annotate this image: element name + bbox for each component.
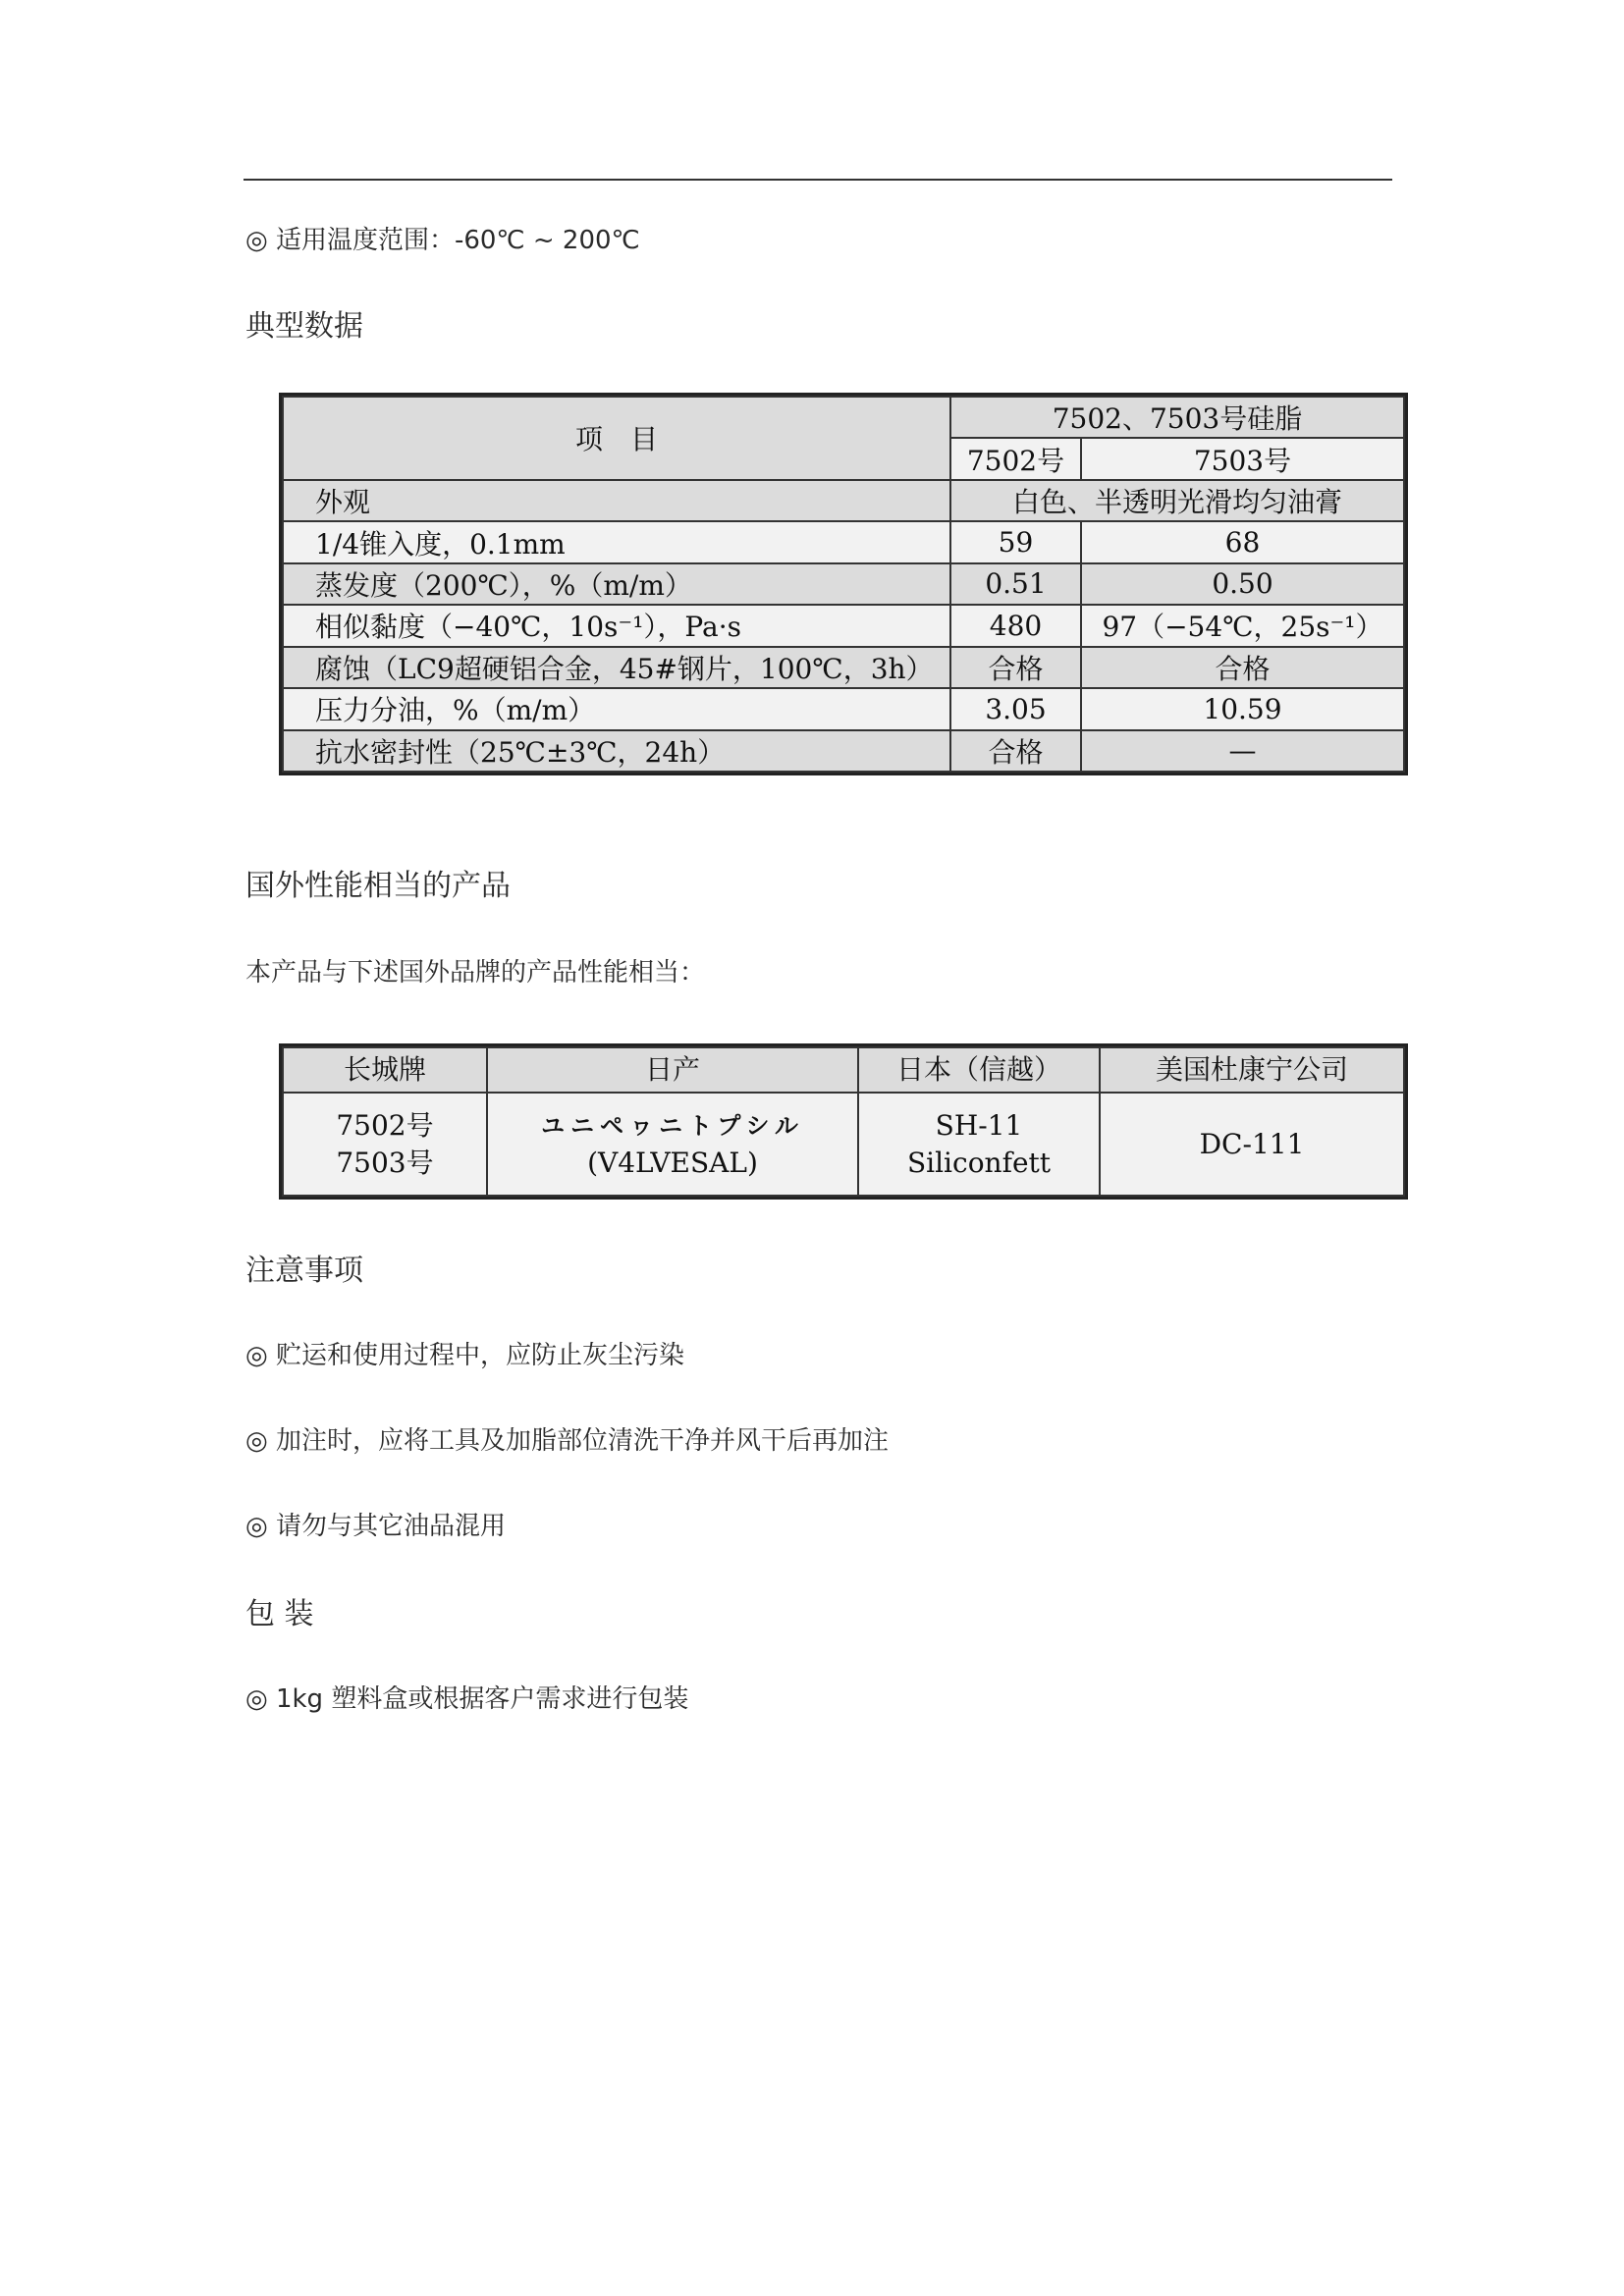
shin-etsu-line-2: Siliconfett — [906, 1146, 1052, 1179]
header-item: 项 目 — [283, 397, 950, 480]
row-label: 腐蚀（LC9超硬铝合金，45#钢片，100℃，3h） — [283, 647, 950, 688]
header-rule — [244, 179, 1392, 181]
header-great-wall: 长城牌 — [283, 1047, 487, 1093]
row-value-7503: — — [1081, 730, 1404, 773]
row-value-7502: 合格 — [950, 647, 1081, 688]
dow-corning-product: DC-111 — [1100, 1093, 1404, 1196]
section-title-foreign-products: 国外性能相当的产品 — [245, 869, 511, 903]
table-header-row — [283, 397, 1404, 438]
typical-data-table — [279, 393, 1408, 775]
table-header-row — [283, 1047, 1404, 1093]
row-label: 外观 — [283, 480, 950, 521]
header-col-7502: 7502号 — [950, 438, 1081, 479]
row-value-7502: 3.05 — [950, 688, 1081, 729]
header-shin-etsu: 日本（信越） — [858, 1047, 1100, 1093]
table-row — [283, 688, 1404, 729]
row-label: 压力分油，%（m/m） — [283, 688, 950, 729]
section-title-typical-data: 典型数据 — [245, 309, 363, 344]
packaging-text: ◎ 1kg 塑料盒或根据客户需求进行包装 — [245, 1684, 689, 1714]
row-value-7502: 59 — [950, 521, 1081, 562]
nissan-line-2: (V4LVESAL) — [587, 1146, 758, 1179]
header-col-7503: 7503号 — [1081, 438, 1404, 479]
table-row — [283, 480, 1404, 521]
section-title-packaging: 包 装 — [245, 1597, 314, 1631]
header-group: 7502、7503号硅脂 — [950, 397, 1404, 438]
row-label: 抗水密封性（25℃±3℃，24h） — [283, 730, 950, 773]
row-value-7502: 合格 — [950, 730, 1081, 773]
note-item: ◎ 贮运和使用过程中，应防止灰尘污染 — [245, 1341, 684, 1370]
row-label: 蒸发度（200℃），%（m/m） — [283, 563, 950, 605]
table-row — [283, 647, 1404, 688]
table-row — [283, 563, 1404, 605]
row-value-7503: 合格 — [1081, 647, 1404, 688]
header-nissan: 日产 — [487, 1047, 858, 1093]
note-item: ◎ 加注时，应将工具及加脂部位清洗干净并风干后再加注 — [245, 1426, 889, 1456]
row-value: 白色、半透明光滑均匀油膏 — [950, 480, 1404, 521]
row-value-7503: 68 — [1081, 521, 1404, 562]
section-title-notes: 注意事项 — [245, 1254, 363, 1288]
nissan-products — [487, 1093, 858, 1196]
shin-etsu-line-1: SH-11 — [935, 1108, 1023, 1142]
temperature-range: ◎ 适用温度范围：-60℃ ~ 200℃ — [245, 226, 640, 255]
row-value-7502: 480 — [950, 605, 1081, 646]
equivalent-products-table — [279, 1043, 1408, 1200]
foreign-intro: 本产品与下述国外品牌的产品性能相当： — [245, 958, 706, 988]
header-dow-corning: 美国杜康宁公司 — [1100, 1047, 1404, 1093]
note-item: ◎ 请勿与其它油品混用 — [245, 1512, 506, 1541]
great-wall-products — [283, 1093, 487, 1196]
row-label: 相似黏度（−40℃，10s⁻¹），Pa·s — [283, 605, 950, 646]
row-value-7503: 10.59 — [1081, 688, 1404, 729]
row-label: 1/4锥入度，0.1mm — [283, 521, 950, 562]
table-row — [283, 521, 1404, 562]
row-value-7502: 0.51 — [950, 563, 1081, 605]
nissan-line-1: ユニペヮニトプシル — [541, 1110, 804, 1140]
table-row — [283, 730, 1404, 773]
row-value-7503: 0.50 — [1081, 563, 1404, 605]
table-row — [283, 1093, 1404, 1196]
row-value-7503: 97（−54℃，25s⁻¹） — [1081, 605, 1404, 646]
great-wall-line-2: 7503号 — [336, 1146, 434, 1179]
table-row — [283, 605, 1404, 646]
shin-etsu-products — [858, 1093, 1100, 1196]
great-wall-line-1: 7502号 — [336, 1108, 434, 1142]
